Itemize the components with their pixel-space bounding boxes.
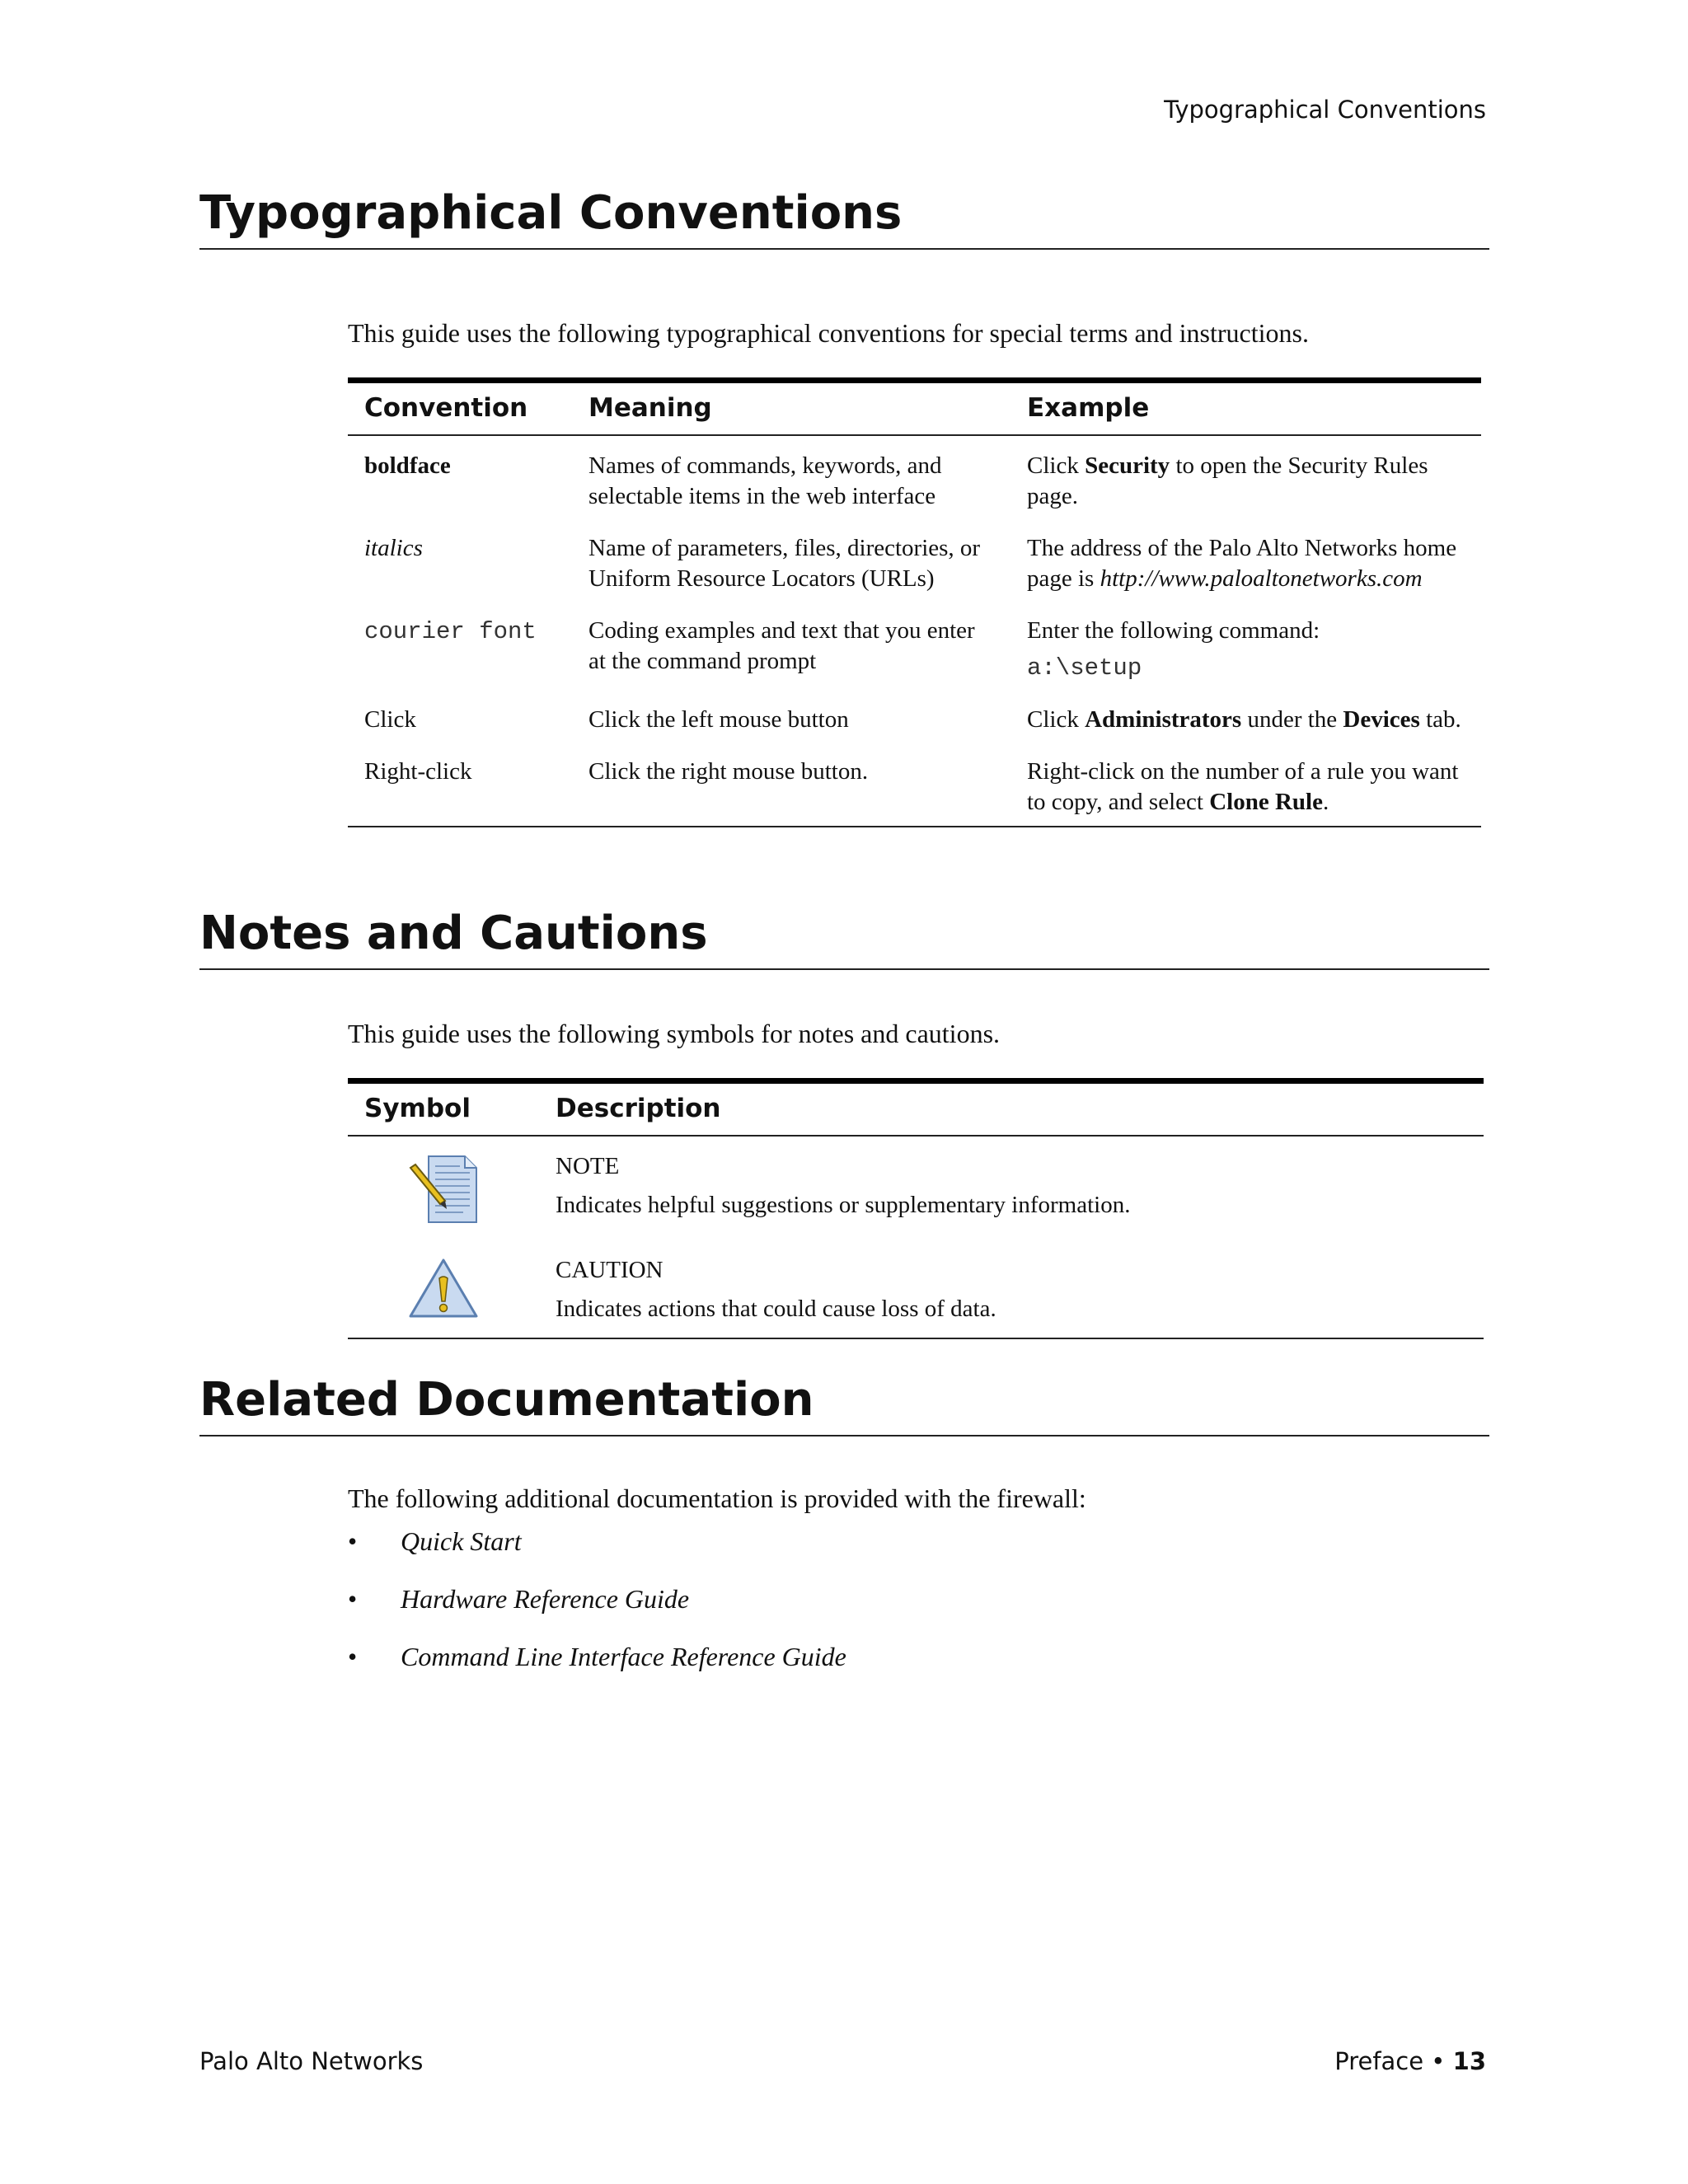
convention-cell: italics: [364, 535, 423, 561]
footer-company: Palo Alto Networks: [199, 2047, 424, 2075]
typographical-intro: This guide uses the following typographical conventions for special terms and instructions.: [348, 318, 1309, 348]
example-cell: Click Administrators under the Devices tab.: [1027, 706, 1461, 733]
table-row: [348, 690, 1481, 742]
symbols-table-header: [348, 1081, 1484, 1137]
section-title-notes-and-cautions: Notes and Cautions: [199, 907, 1489, 970]
conventions-table: [348, 377, 1481, 827]
convention-cell: boldface: [364, 452, 451, 479]
running-header: Typographical Conventions: [1164, 96, 1486, 124]
column-header-description: Description: [539, 1081, 1484, 1137]
convention-cell: Right-click: [348, 742, 572, 827]
caution-title: CAUTION: [556, 1257, 663, 1283]
column-header-symbol: Symbol: [348, 1081, 539, 1137]
caution-text: Indicates actions that could cause loss of data.: [556, 1296, 996, 1322]
table-row: [348, 518, 1481, 601]
example-cell: The address of the Palo Alto Networks home page is http://www.paloaltonetworks.com: [1027, 535, 1457, 592]
note-icon: [406, 1151, 481, 1226]
symbol-cell: [348, 1240, 539, 1338]
list-item: • Hardware Reference Guide: [348, 1584, 690, 1614]
column-header-meaning: Meaning: [572, 381, 1010, 436]
example-cell: Click Security to open the Security Rules page.: [1027, 452, 1428, 509]
table-row: [348, 1240, 1484, 1338]
url-text: http://www.paloaltonetworks.com: [1100, 565, 1423, 592]
column-header-convention: Convention: [348, 381, 572, 436]
example-cell: Enter the following command: a:\setup: [1010, 601, 1481, 690]
meaning-cell: Names of commands, keywords, and selectable items in the web interface: [588, 452, 942, 509]
table-row: [348, 435, 1481, 518]
table-row: [348, 1136, 1484, 1240]
related-intro: The following additional documentation is provided with the firewall:: [348, 1483, 1086, 1513]
footer-page: Preface • 13: [1334, 2047, 1486, 2075]
table-row: [348, 742, 1481, 827]
meaning-cell: Click the right mouse button.: [572, 742, 1010, 827]
description-cell: [539, 1240, 1484, 1338]
list-item: • Quick Start: [348, 1526, 522, 1556]
meaning-cell: Coding examples and text that you enter at the command prompt: [588, 617, 975, 674]
meaning-cell: Name of parameters, files, directories, or Uniform Resource Locators (URLs): [588, 535, 981, 592]
example-cell: Right-click on the number of a rule you want to copy, and select Clone Rule.: [1010, 742, 1481, 827]
column-header-example: Example: [1010, 381, 1481, 436]
convention-cell: Click: [364, 706, 416, 733]
symbol-cell: [348, 1136, 539, 1240]
table-row: [348, 601, 1481, 690]
conventions-table-header: [348, 381, 1481, 436]
description-cell: [539, 1136, 1484, 1240]
meaning-cell: Click the left mouse button: [588, 706, 849, 733]
note-text: Indicates helpful suggestions or supplementary information.: [556, 1192, 1131, 1218]
section-title-related-documentation: Related Documentation: [199, 1373, 1489, 1436]
notes-intro: This guide uses the following symbols for notes and cautions.: [348, 1019, 1001, 1048]
command-example: a:\setup: [1027, 654, 1142, 682]
list-item: • Command Line Interface Reference Guide: [348, 1642, 846, 1671]
symbols-table: [348, 1078, 1484, 1339]
page-number: 13: [1452, 2047, 1486, 2075]
related-docs-list: [348, 1526, 846, 1699]
convention-cell: courier font: [364, 618, 537, 645]
caution-icon: [406, 1255, 481, 1321]
section-title-typographical-conventions: Typographical Conventions: [199, 186, 1489, 250]
note-title: NOTE: [556, 1153, 620, 1179]
